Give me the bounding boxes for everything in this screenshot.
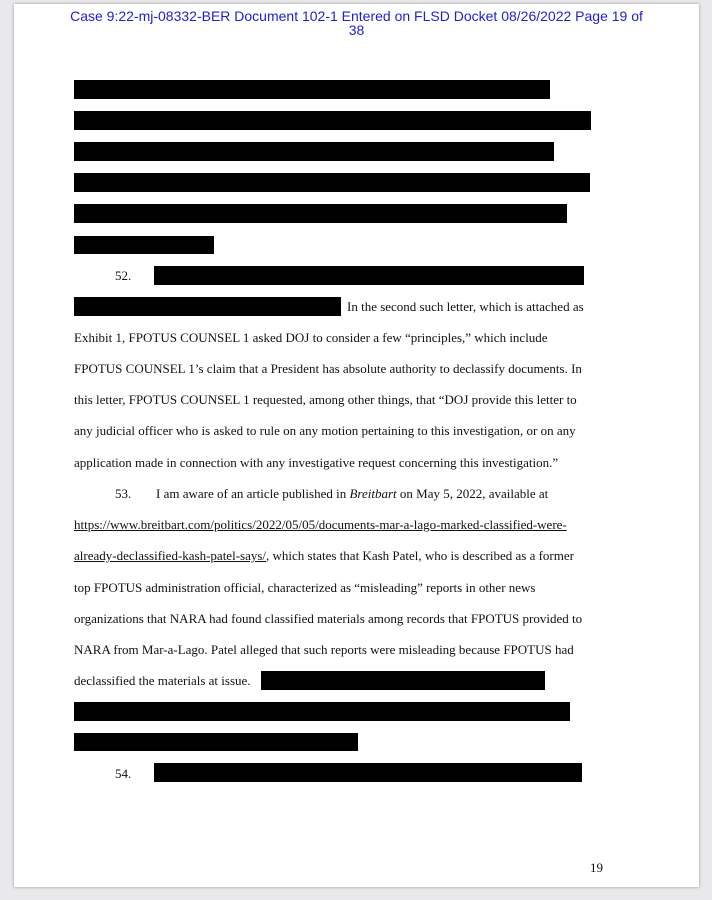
para53-line3-text: , which states that Kash Patel, who is described as a former (266, 548, 574, 563)
redaction-bar (74, 142, 554, 161)
para53-line1-text-b: on May 5, 2022, available at (396, 486, 549, 501)
para53-line7: declassified the materials at issue. (74, 673, 251, 688)
paragraph-number-53: 53. (115, 486, 132, 501)
para52-line2: Exhibit 1, FPOTUS COUNSEL 1 asked DOJ to consider a few “principles,” which include (74, 330, 548, 345)
para53-line4: top FPOTUS administration official, characterized as “misleading” reports in other news (74, 580, 536, 595)
para53-line5: organizations that NARA had found classified materials among records that FPOTUS provided to (74, 611, 583, 626)
case-header (14, 9, 699, 37)
redaction-bar (154, 763, 582, 782)
redaction-bar (74, 702, 570, 721)
case-header-line1: Case 9:22-mj-08332-BER Document 102-1 Entered on FLSD Docket 08/26/2022 Page 19 of (70, 8, 643, 24)
article-url-link-continued[interactable]: already-declassified-kash-patel-says/ (74, 548, 267, 563)
para52-line3: FPOTUS COUNSEL 1’s claim that a President has absolute authority to declassify documents. In (74, 361, 582, 376)
redaction-bar (74, 297, 341, 316)
article-url-link[interactable]: https://www.breitbart.com/politics/2022/05/05/documents-mar-a-lago-marked-classified-were- (74, 517, 567, 532)
para53-line3 (74, 548, 574, 564)
para52-line4: this letter, FPOTUS COUNSEL 1 requested, among other things, that “DOJ provide this letter to (74, 392, 577, 407)
paragraph-number-54: 54. (115, 766, 132, 781)
para53-line1-text-a: I am aware of an article published in (156, 486, 350, 501)
para52-line6: application made in connection with any investigative request concerning this investigation.” (74, 455, 559, 470)
redaction-bar (154, 266, 584, 285)
para52-line5: any judicial officer who is asked to rule on any motion pertaining to this investigation, or on any (74, 423, 576, 438)
publication-name: Breitbart (349, 486, 397, 501)
para53-line1 (156, 486, 548, 502)
redaction-bar (74, 173, 590, 192)
redaction-bar (74, 236, 214, 254)
redaction-bar (74, 204, 567, 223)
redaction-bar (74, 733, 358, 751)
case-header-line2: 38 (348, 22, 365, 38)
para53-line6: NARA from Mar-a-Lago. Patel alleged that such reports were misleading because FPOTUS had (74, 642, 574, 657)
redaction-bar (74, 80, 550, 99)
redaction-bar (261, 671, 545, 690)
para52-line1: In the second such letter, which is attached as (347, 299, 584, 314)
document-page (14, 4, 699, 887)
page-number: 19 (590, 860, 603, 875)
redaction-bar (74, 111, 591, 130)
paragraph-number-52: 52. (115, 268, 132, 283)
